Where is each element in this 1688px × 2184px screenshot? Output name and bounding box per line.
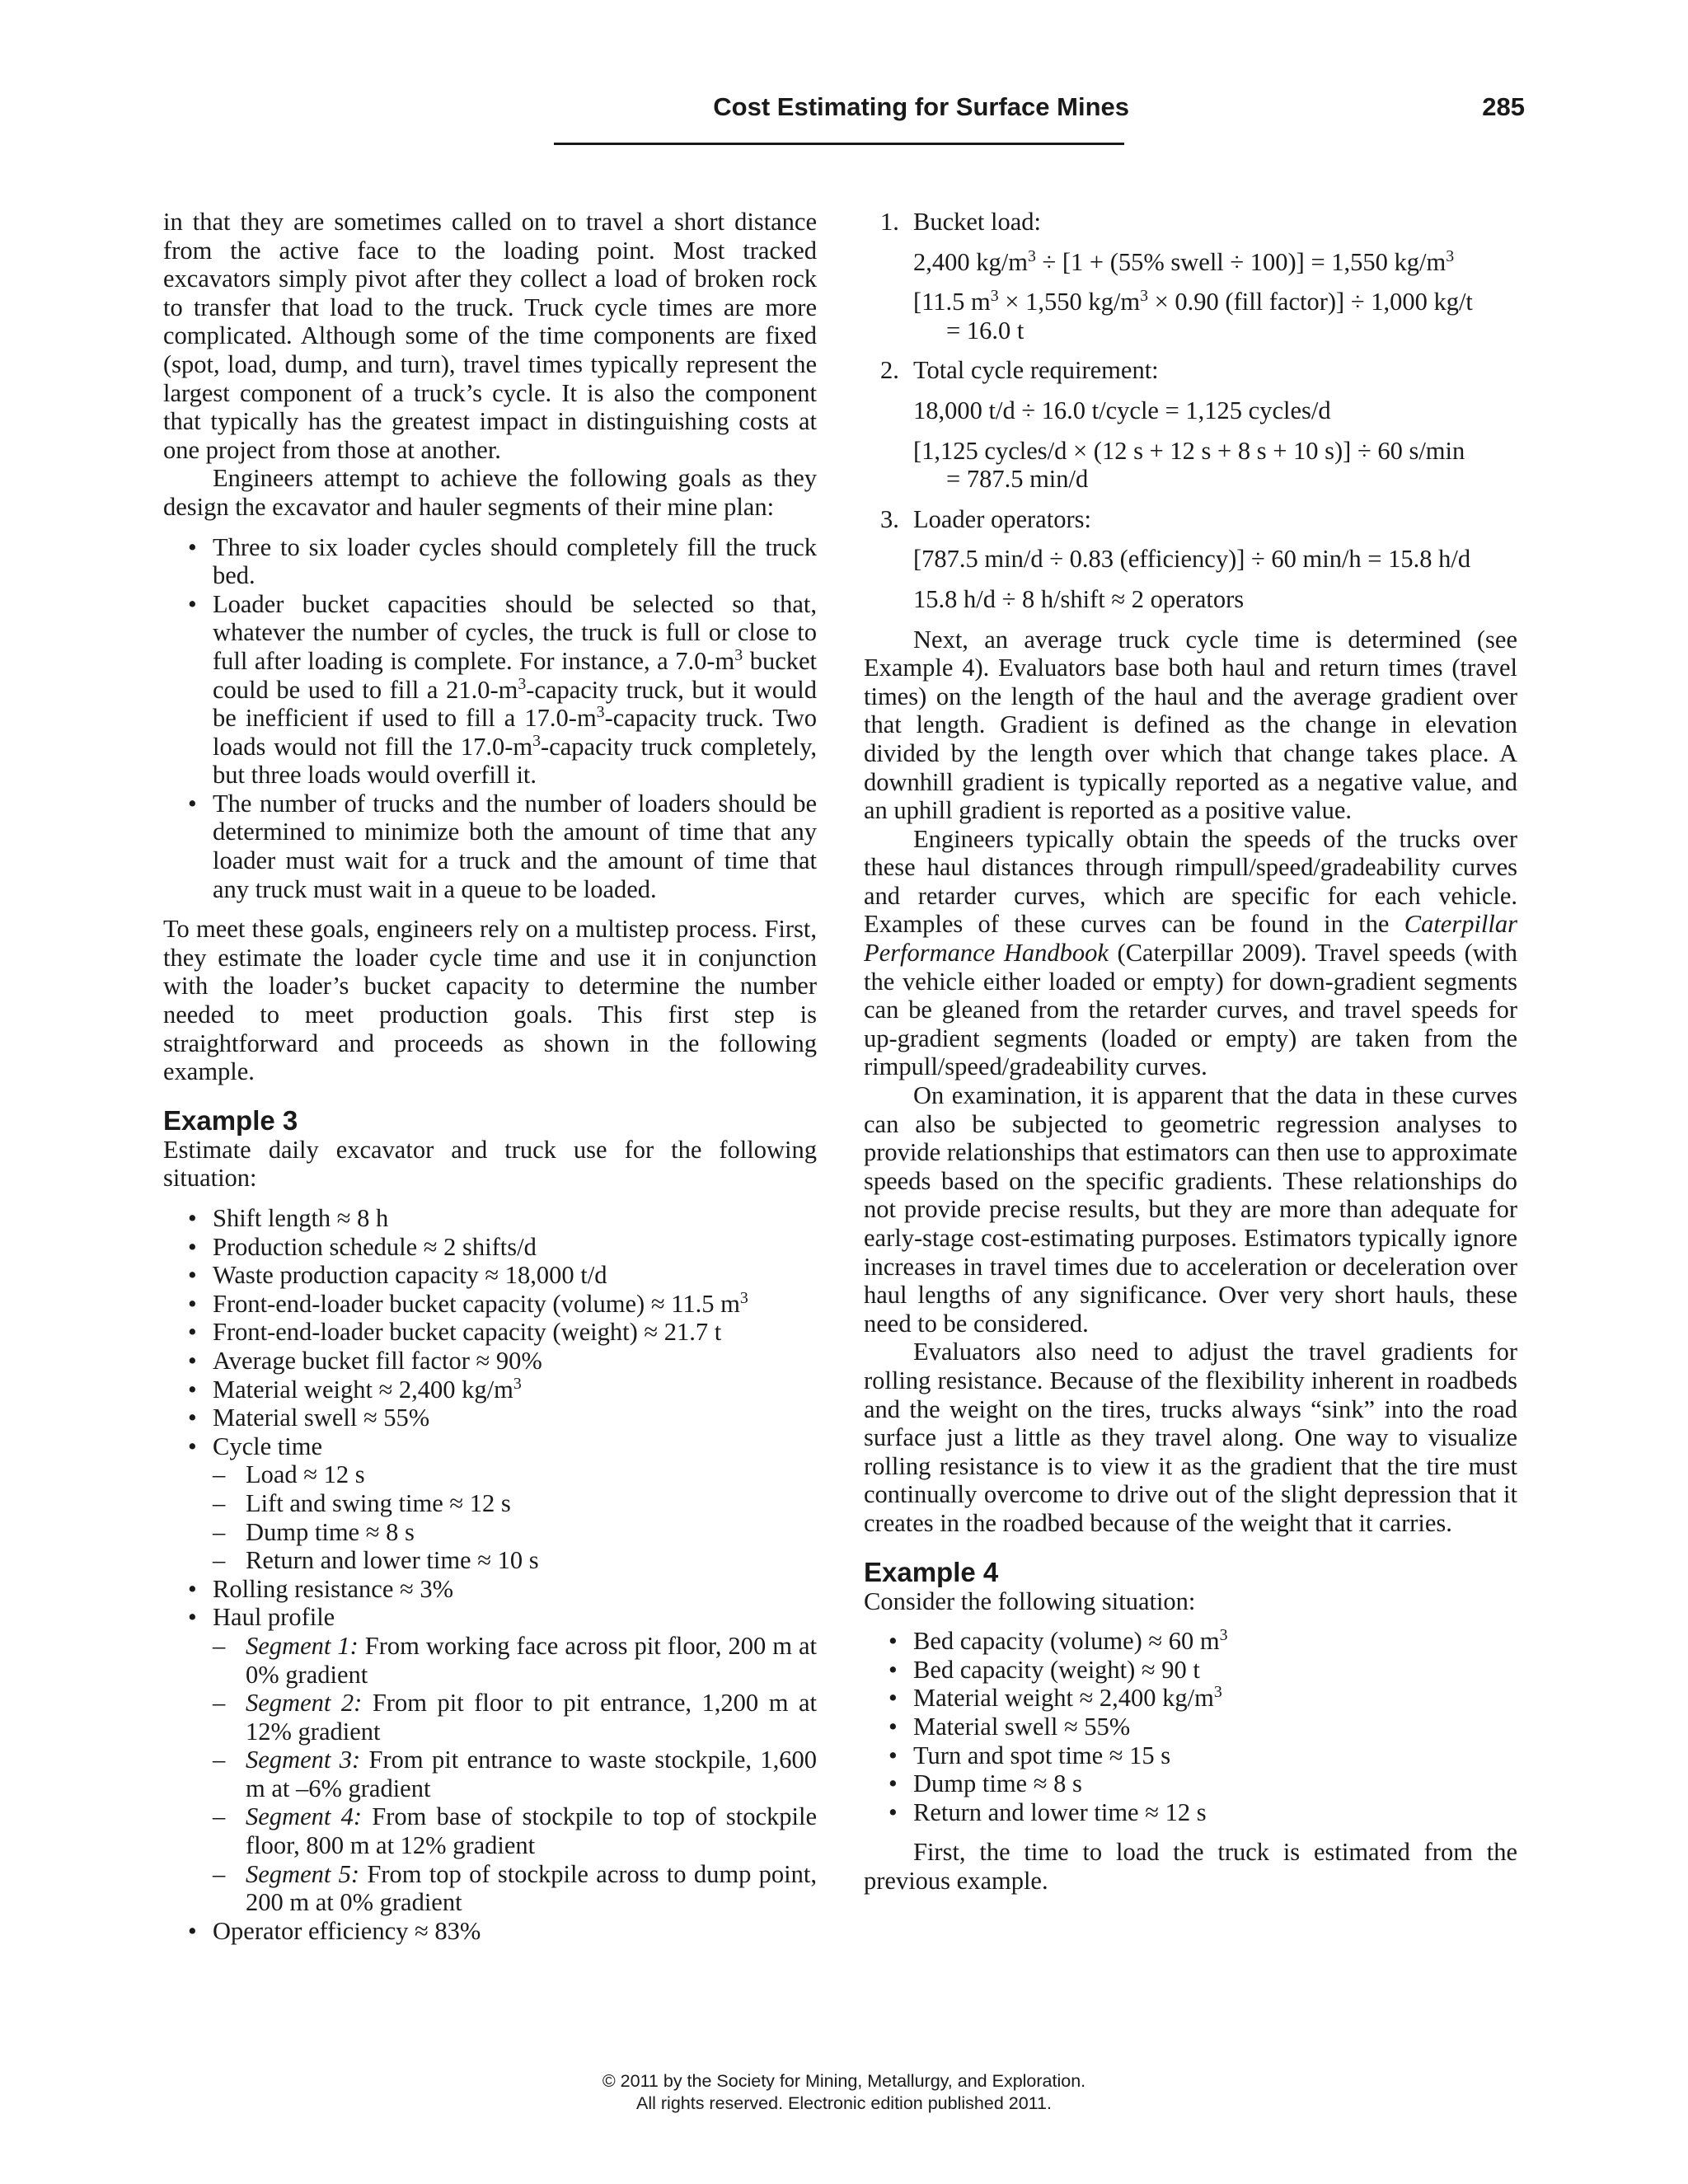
dash-icon: – <box>213 1546 226 1575</box>
paragraph-truck-speeds: Engineers typically obtain the speeds of the trucks over these haul distances through rimpull/speed/gradeability curves and retarder curves, which are specific for each vehicle. Examples of these curves can be found in the Caterpillar Performance Handbook (Caterpillar 2009). Travel speeds (with the vehicle either loaded or empty) for down-gradient segments can be gleaned from the retarder curves, and travel speeds for up-gradient segments (loaded or empty) are taken from the rimpull/speed/gradeability curves. <box>864 824 1518 1081</box>
list-item: • Bed capacity (volume) ≈ 60 $m^3$ <box>889 1625 1228 1656</box>
list-item: • Average bucket fill factor ≈ 90% <box>188 1346 542 1375</box>
running-header-title: Cost Estimating for Surface Mines <box>713 92 1129 121</box>
citation-title: Caterpillar Performance Handbook <box>864 910 1517 968</box>
bullet-icon: • <box>188 532 197 561</box>
page-number: 285 <box>1482 92 1525 121</box>
example-3-list <box>163 1204 817 1945</box>
dash-icon: – <box>213 1689 226 1718</box>
list-item: • The number of trucks and the number of loaders should be determined to minimize both the amount of time that any loader must wait for a truck and the amount of time that any truck must wait in a queue to be loaded. <box>188 789 817 903</box>
list-item: • Material swell ≈ 55% <box>188 1404 430 1432</box>
example-4-list <box>864 1627 1517 1826</box>
dash-icon: – <box>213 1460 226 1489</box>
bullet-icon: • <box>188 1432 197 1460</box>
paragraph-multistep: To meet these goals, engineers rely on a multistep process. First, they estimate the loader cycle time and use it in conjunction with the loader’s bucket capacity to determine the number needed to meet production goals. This first step is straightforward and proceeds as shown in the following example. <box>163 915 817 1086</box>
list-item: • Loader bucket capacities should be selected so that, whatever the number of cycles, the truck is full or close to full after loading is complete. For instance, a $7.0-m^3$ bucket could be used to fill a $21.0-m^3$-capacity truck, but it would be inefficient if used to fill a $17.0-m^3$-capacity truck. Two loads would not fill the $17.0-m^3$-capacity truck completely, but three loads would overfill it. <box>188 589 817 790</box>
list-item: • Rolling resistance ≈ 3% <box>188 1574 454 1603</box>
dash-icon: – <box>213 1859 226 1888</box>
bullet-icon: • <box>188 1574 197 1603</box>
bullet-icon: • <box>188 1916 197 1945</box>
step-title: Total cycle requirement: <box>913 356 1159 385</box>
bullet-icon: • <box>889 1797 898 1826</box>
paragraph-rolling-resistance: Evaluators also need to adjust the travel gradients for rolling resistance. Because of the flexibility inherent in roadbeds and the weight on the tires, trucks always “sink” into the road surface just a little as they travel along. One way to visualize rolling resistance is to view it as the gradient that the tire must continually overcome to drive out of the slight depression that it creates in the roadbed because of the weight that it carries. <box>864 1338 1517 1537</box>
dash-icon: – <box>213 1802 226 1831</box>
list-item: • Material weight ≈ 2,400 $kg/m^3$ <box>188 1374 522 1404</box>
left-column <box>163 208 817 1945</box>
step-loader-operators <box>864 505 1517 534</box>
bullet-icon: • <box>188 589 197 618</box>
list-item: – Load ≈ 12 s <box>213 1460 365 1489</box>
list-item: • Waste production capacity ≈ 18,000 t/d <box>188 1261 607 1290</box>
list-item: • Cycle time – Load ≈ 12 s – Lift and swing time ≈ 12 s – Dump time ≈ 8 s – Return and lower time ≈ 10 s <box>163 1432 817 1575</box>
dash-icon: – <box>213 1631 226 1660</box>
bullet-icon: • <box>188 1261 197 1290</box>
dash-icon: – <box>213 1746 226 1774</box>
list-item: • Shift length ≈ 8 h <box>188 1204 389 1232</box>
example-3-heading: Example 3 <box>163 1104 298 1136</box>
list-item: • Bed capacity (weight) ≈ 90 t <box>889 1655 1200 1684</box>
list-item: • Dump time ≈ 8 s <box>889 1769 1082 1798</box>
paragraph-load-time: First, the time to load the truck is estimated from the previous example. <box>864 1838 1517 1895</box>
equation: 18,000 t/d ÷ 16.0 t/cycle = 1,125 cycles/d <box>913 396 1331 424</box>
bullet-icon: • <box>188 1204 197 1232</box>
bullet-icon: • <box>889 1655 898 1684</box>
paragraph-truck-cycle-time: Next, an average truck cycle time is determined (see Example 4). Evaluators base both haul and return times (travel times) on the length of the haul and the average gradient over that length. Gradient is defined as the change in elevation divided by the length over which that change takes place. A downhill gradient is typically reported as a negative value, and an uphill gradient is reported as a positive value. <box>864 625 1517 825</box>
list-item: • Front-end-loader bucket capacity (weight) ≈ 21.7 t <box>188 1318 722 1347</box>
list-item: • Production schedule ≈ 2 shifts/d <box>188 1232 537 1261</box>
bullet-icon: • <box>188 1318 197 1347</box>
cycle-time-sublist <box>213 1460 817 1574</box>
list-item: – Segment 5: From top of stockpile across to dump point, 200 m at 0% gradient <box>213 1859 817 1917</box>
bullet-icon: • <box>188 1603 197 1632</box>
bullet-icon: • <box>188 1289 197 1318</box>
equation: 2,400 $kg/m^3 \div [1 + (55\%$ swell ÷ 100)] = 1,550 $kg/m^3$ <box>913 246 1455 276</box>
step-title: Bucket load: <box>913 208 1042 236</box>
step-bucket-load <box>864 208 1517 237</box>
equation: [1,125 cycles/d × (12 s + 12 s + 8 s + 10 s)] ÷ 60 s/min = 787.5 min/d <box>913 436 1465 494</box>
footer-line: © 2011 by the Society for Mining, Metallurgy, and Exploration. <box>602 2071 1086 2091</box>
bullet-icon: • <box>188 1404 197 1432</box>
equation: 15.8 h/d ÷ 8 h/shift ≈ 2 operators <box>913 584 1245 613</box>
bullet-icon: • <box>188 1346 197 1375</box>
dash-icon: – <box>213 1517 226 1546</box>
bullet-icon: • <box>889 1684 898 1713</box>
bullet-icon: • <box>188 1375 197 1404</box>
list-item: • Material weight ≈ 2,400 $kg/m^3$ <box>889 1683 1222 1713</box>
list-item: – Lift and swing time ≈ 12 s <box>213 1488 511 1517</box>
step-number: 3. <box>880 504 899 533</box>
right-column <box>864 208 1517 1895</box>
bullet-icon: • <box>889 1769 898 1798</box>
equation: [11.5 $m^3 \times 1,550$ $kg/m^3 \times 0.90$ (fill factor)] ÷ 1,000 kg/t = 16.0 t <box>913 287 1473 344</box>
paragraph-truck-cycle: in that they are sometimes called on to travel a short distance from the active face to the loading point. Most tracked excavators simply pivot after they collect a load of broken rock to transfer that load to the truck. Truck cycle times are more complicated. Although some of the time components are fixed (spot, load, dump, and turn), travel times typically represent the largest component of a truck’s cycle. It is also the component that typically has the greatest impact in distinguishing costs at one project from those at another. <box>163 208 817 464</box>
equation: [787.5 min/d ÷ 0.83 (efficiency)] ÷ 60 min/h = 15.8 h/d <box>913 545 1471 574</box>
bullet-icon: • <box>889 1741 898 1769</box>
bullet-icon: • <box>889 1627 898 1656</box>
list-item: • Operator efficiency ≈ 83% <box>188 1916 481 1945</box>
list-item: • Haul profile – Segment 1: From working face across pit floor, 200 m at 0% gradient – Segment 2: From pit floor to pit entrance, 1,200 m at 12% gradient – Segment 3: From pit entrance to waste stockpile, 1,600 m at –6% gradient – Segment 4: From base of stockpile to top of stockpile floor, 800 m at 12% gradient – Segment 5: From top of stockpile across to dump point, 200 m at 0% gradient <box>188 1603 818 1917</box>
bullet-icon: • <box>188 1232 197 1261</box>
example-4-intro: Consider the following situation: <box>864 1586 1196 1615</box>
step-number: 1. <box>880 208 899 236</box>
goals-list <box>163 533 817 904</box>
list-item: – Return and lower time ≈ 10 s <box>213 1546 539 1575</box>
example-4-heading: Example 4 <box>864 1556 999 1587</box>
bullet-icon: • <box>889 1712 898 1741</box>
list-item: – Segment 4: From base of stockpile to top of stockpile floor, 800 m at 12% gradient <box>213 1802 818 1860</box>
list-item: – Dump time ≈ 8 s <box>213 1517 415 1546</box>
step-total-cycle <box>864 356 1517 385</box>
list-item: – Segment 3: From pit entrance to waste stockpile, 1,600 m at –6% gradient <box>213 1746 818 1802</box>
copyright-footer <box>0 2070 1688 2115</box>
list-item: – Segment 2: From pit floor to pit entrance, 1,200 m at 12% gradient <box>213 1689 818 1746</box>
header-rule <box>554 143 1124 145</box>
list-item: • Front-end-loader bucket capacity (volume) ≈ 11.5 $m^3$ <box>188 1288 748 1318</box>
step-title: Loader operators: <box>913 504 1091 533</box>
bullet-icon: • <box>188 789 197 818</box>
example-3-intro: Estimate daily excavator and truck use for the following situation: <box>163 1135 817 1193</box>
list-item: • Three to six loader cycles should completely fill the truck bed. <box>188 532 817 590</box>
list-item: • Return and lower time ≈ 12 s <box>889 1797 1207 1826</box>
list-item: – Segment 1: From working face across pit floor, 200 m at 0% gradient <box>213 1631 817 1689</box>
list-item: • Turn and spot time ≈ 15 s <box>889 1741 1171 1769</box>
list-item: • Material swell ≈ 55% <box>889 1712 1131 1741</box>
dash-icon: – <box>213 1488 226 1517</box>
footer-line: All rights reserved. Electronic edition published 2011. <box>636 2093 1052 2113</box>
paragraph-regression: On examination, it is apparent that the data in these curves can also be subjected to geometric regression analyses to provide relationships that estimators can then use to approximate speeds based on the specific gradients. These relationships do not provide precise results, but they are more than adequate for early-stage cost-estimating purposes. Estimators typically ignore increases in travel times due to acceleration or deceleration over haul lengths of any significance. Over very short hauls, these need to be considered. <box>864 1081 1517 1338</box>
haul-profile-sublist <box>213 1632 817 1917</box>
step-number: 2. <box>880 356 899 385</box>
paragraph-goals-intro: Engineers attempt to achieve the following goals as they design the excavator and hauler segments of their mine plan: <box>163 464 817 521</box>
